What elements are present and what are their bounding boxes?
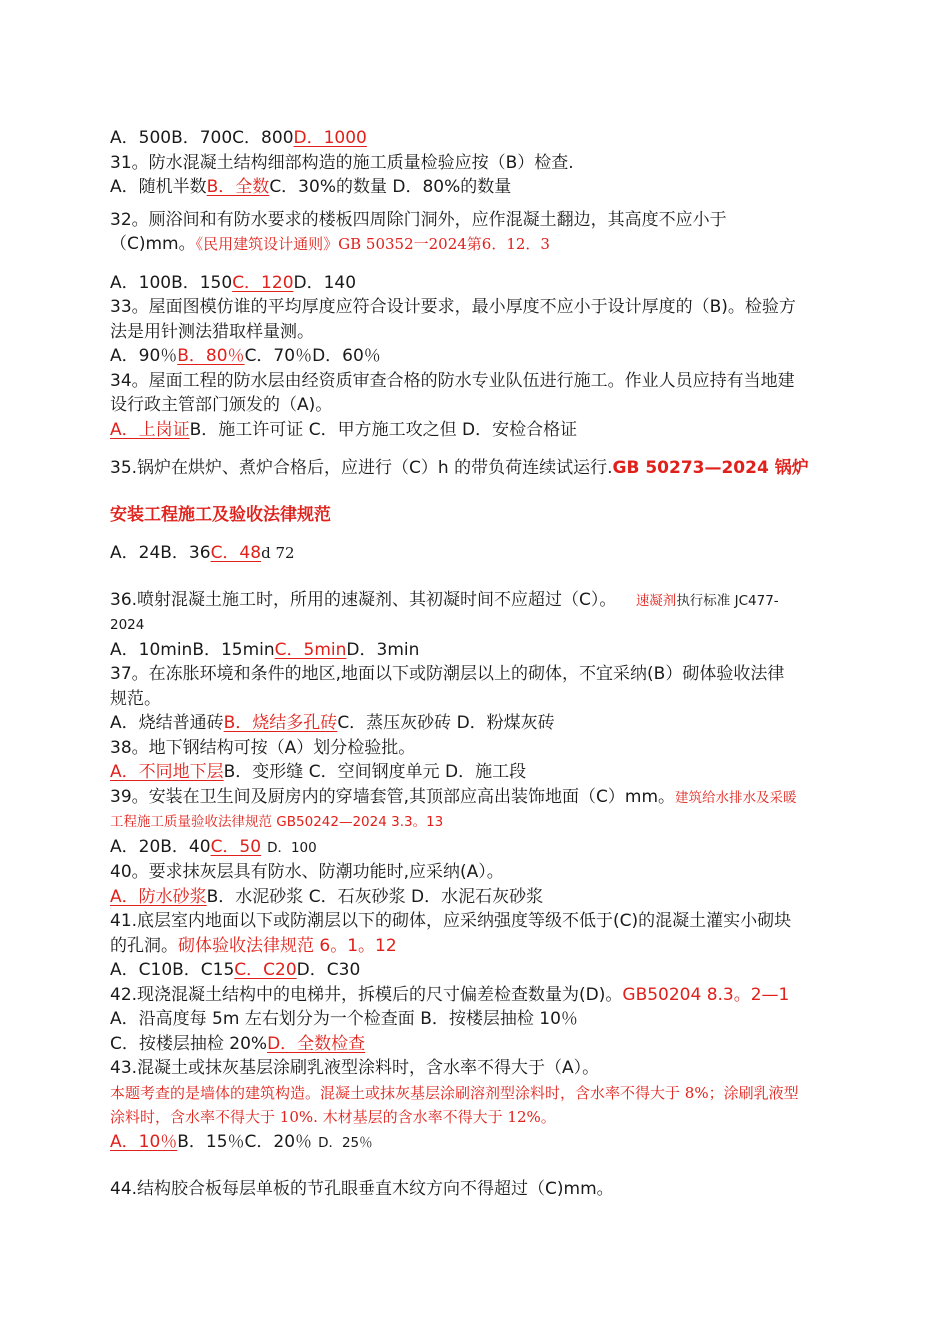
question-text: 42.现浇混凝土结构中的电梯井，拆模后的尺寸偏差检查数量为(D)。 bbox=[110, 984, 623, 1005]
question-text: 的孔洞。 bbox=[110, 935, 178, 956]
option-text: C．蒸压灰砂砖 D．粉煤灰砖 bbox=[337, 713, 555, 733]
answer-highlight: C．5min bbox=[274, 639, 347, 660]
option-text: A．10minB．15min bbox=[110, 639, 275, 660]
option-line-q41 bbox=[110, 958, 885, 983]
question-32: 32。厕浴间和有防水要求的楼板四周除门洞外，应作混凝土翻边，其高度不应小于 bbox=[110, 209, 727, 230]
question-text: 39。安装在卫生间及厨房内的穿墙套管,其顶部应高出装饰地面（C）mm。 bbox=[110, 786, 676, 807]
option-text: A．90％ bbox=[110, 346, 178, 366]
reference-note: 建筑给水排水及采暖 bbox=[675, 789, 797, 806]
question-33-cont: 法是用针测法猎取样量测。 bbox=[110, 321, 314, 342]
answer-highlight: C．48 bbox=[210, 543, 262, 563]
document-body bbox=[110, 126, 885, 1202]
question-33: 33。屋面图模仿谁的平均厚度应符合设计要求，最小厚度不应小于设计厚度的（B)。检验方 bbox=[110, 297, 796, 317]
question-text: 36.喷射混凝土施工时，所用的速凝剂、其初凝时间不应超过（C）。 bbox=[110, 589, 617, 610]
question-42 bbox=[110, 983, 885, 1008]
option-line-q43 bbox=[110, 1130, 885, 1156]
option-line-q38 bbox=[110, 760, 885, 785]
question-41-cont bbox=[110, 934, 885, 959]
question-41: 41.底层室内地面以下或防潮层以下的砌体，应采纳强度等级不低于(C)的混凝土灌实小砌块 bbox=[110, 911, 792, 931]
option-line-q37 bbox=[110, 711, 885, 736]
reference-note: 速凝剂 bbox=[635, 592, 677, 609]
option-text: C．70％D．60％ bbox=[244, 346, 381, 366]
option-line-q40 bbox=[110, 885, 885, 910]
question-36-cont: 2024 bbox=[110, 617, 145, 633]
question-37: 37。在冻胀环境和条件的地区,地面以下或防潮层以上的砌体，不宜采纳(B）砌体验收法律 bbox=[110, 664, 785, 684]
reference-note: 砌体验收法律规范 6。1。12 bbox=[178, 935, 397, 956]
option-text: d 72 bbox=[261, 544, 295, 562]
option-line-q35 bbox=[110, 541, 885, 566]
question-text: 35.锅炉在烘炉、煮炉合格后，应进行（C）h 的带负荷连续试运行. bbox=[110, 458, 613, 478]
question-37-cont: 规范。 bbox=[110, 688, 161, 709]
option-text: D．C30 bbox=[296, 960, 361, 980]
option-line-q36 bbox=[110, 638, 885, 663]
question-31: 31。防水混凝土结构细部构造的施工质量检验应按（B）检查. bbox=[110, 152, 574, 173]
option-line-q42: A．沿高度每 5m 左右划分为一个检查面 B．按楼层抽检 10％ bbox=[110, 1009, 578, 1029]
answer-highlight: B．烧结多孔砖 bbox=[223, 713, 338, 733]
explanation-note-cont: 涂料时，含水率不得大于 10%. 木材基层的含水率不得大于 12%。 bbox=[110, 1108, 556, 1126]
reference-note-cont: 工程施工质量验收法律规范 GB50242—2024 3.3。13 bbox=[110, 814, 444, 830]
answer-highlight: D．全数检查 bbox=[267, 1033, 366, 1054]
option-text: B．水泥砂浆 C．石灰砂浆 D．水泥石灰砂浆 bbox=[206, 886, 544, 907]
answer-highlight: A．防水砂浆 bbox=[110, 886, 207, 907]
question-text: （C)mm。 bbox=[110, 234, 196, 254]
question-34: 34。屋面工程的防水层由经资质审查合格的防水专业队伍进行施工。作业人员应持有当地建 bbox=[110, 370, 795, 391]
reference-note-cont: 安装工程施工及验收法律规范 bbox=[110, 504, 331, 525]
question-39 bbox=[110, 785, 885, 811]
option-text: C．按楼层抽检 20% bbox=[110, 1033, 268, 1054]
reference-note: GB50204 8.3。2—1 bbox=[622, 984, 790, 1005]
option-line-q31 bbox=[110, 175, 885, 200]
option-text: B．15％C．20％ bbox=[177, 1131, 313, 1152]
question-40: 40。要求抹灰层具有防水、防潮功能时,应采纳(A）。 bbox=[110, 862, 504, 882]
option-text: D．25％ bbox=[318, 1134, 373, 1151]
answer-highlight: B．80％ bbox=[177, 346, 245, 366]
reference-note: 执行标准 JC477- bbox=[676, 592, 779, 609]
question-38: 38。地下钢结构可按（A）划分检验批。 bbox=[110, 737, 416, 758]
question-36 bbox=[110, 588, 885, 614]
answer-highlight: B．全数 bbox=[206, 177, 270, 197]
question-35 bbox=[110, 456, 885, 481]
option-text: D．100 bbox=[267, 839, 317, 856]
reference-note: GB 50273—2024 锅炉 bbox=[612, 458, 809, 478]
answer-highlight: C．50 bbox=[210, 836, 262, 857]
option-line-q42b bbox=[110, 1032, 885, 1057]
question-43: 43.混凝土或抹灰基层涂刷乳液型涂料时，含水率不得大于（A）。 bbox=[110, 1058, 600, 1078]
option-text: A．100B．150 bbox=[110, 272, 233, 293]
option-text: A．500B．700C．800 bbox=[110, 128, 294, 148]
option-text: B．施工许可证 C．甲方施工攻之但 D．安检合格证 bbox=[189, 419, 578, 440]
option-text: D．3min bbox=[346, 639, 420, 660]
reference-note: 《民用建筑设计通则》GB 50352一2024第6．12．3 bbox=[195, 235, 550, 253]
answer-highlight: A．10％ bbox=[110, 1131, 178, 1152]
answer-highlight: A．不同地下层 bbox=[110, 762, 224, 782]
question-44: 44.结构胶合板每层单板的节孔眼垂直木纹方向不得超过（C)mm。 bbox=[110, 1179, 614, 1199]
answer-highlight: C．120 bbox=[232, 272, 294, 293]
option-line-q32 bbox=[110, 271, 885, 296]
option-text: C．30%的数量 D．80%的数量 bbox=[269, 177, 512, 197]
option-text: A．20B．40 bbox=[110, 836, 211, 857]
option-text: A．随机半数 bbox=[110, 177, 207, 197]
option-line-q39 bbox=[110, 835, 885, 861]
question-34-cont: 设行政主管部门颁发的（A)。 bbox=[110, 395, 333, 415]
answer-highlight: D．1000 bbox=[293, 128, 367, 148]
option-text: A．C10B．C15 bbox=[110, 960, 235, 980]
explanation-note: 本题考查的是墙体的建筑构造。混凝土或抹灰基层涂刷溶剂型涂料时，含水率不得大于 8%；涂刷乳液型 bbox=[110, 1083, 799, 1102]
option-text: A．烧结普通砖 bbox=[110, 713, 224, 733]
option-line-q34 bbox=[110, 418, 885, 443]
option-text: A．24B．36 bbox=[110, 543, 211, 563]
option-line-q33 bbox=[110, 344, 885, 369]
answer-highlight: C．C20 bbox=[234, 960, 297, 980]
option-line-q30 bbox=[110, 126, 885, 151]
answer-highlight: A．上岗证 bbox=[110, 419, 190, 440]
option-text: D．140 bbox=[293, 272, 357, 293]
question-32-cont bbox=[110, 232, 885, 257]
option-text: B．变形缝 C．空间钢度单元 D．施工段 bbox=[223, 762, 527, 782]
